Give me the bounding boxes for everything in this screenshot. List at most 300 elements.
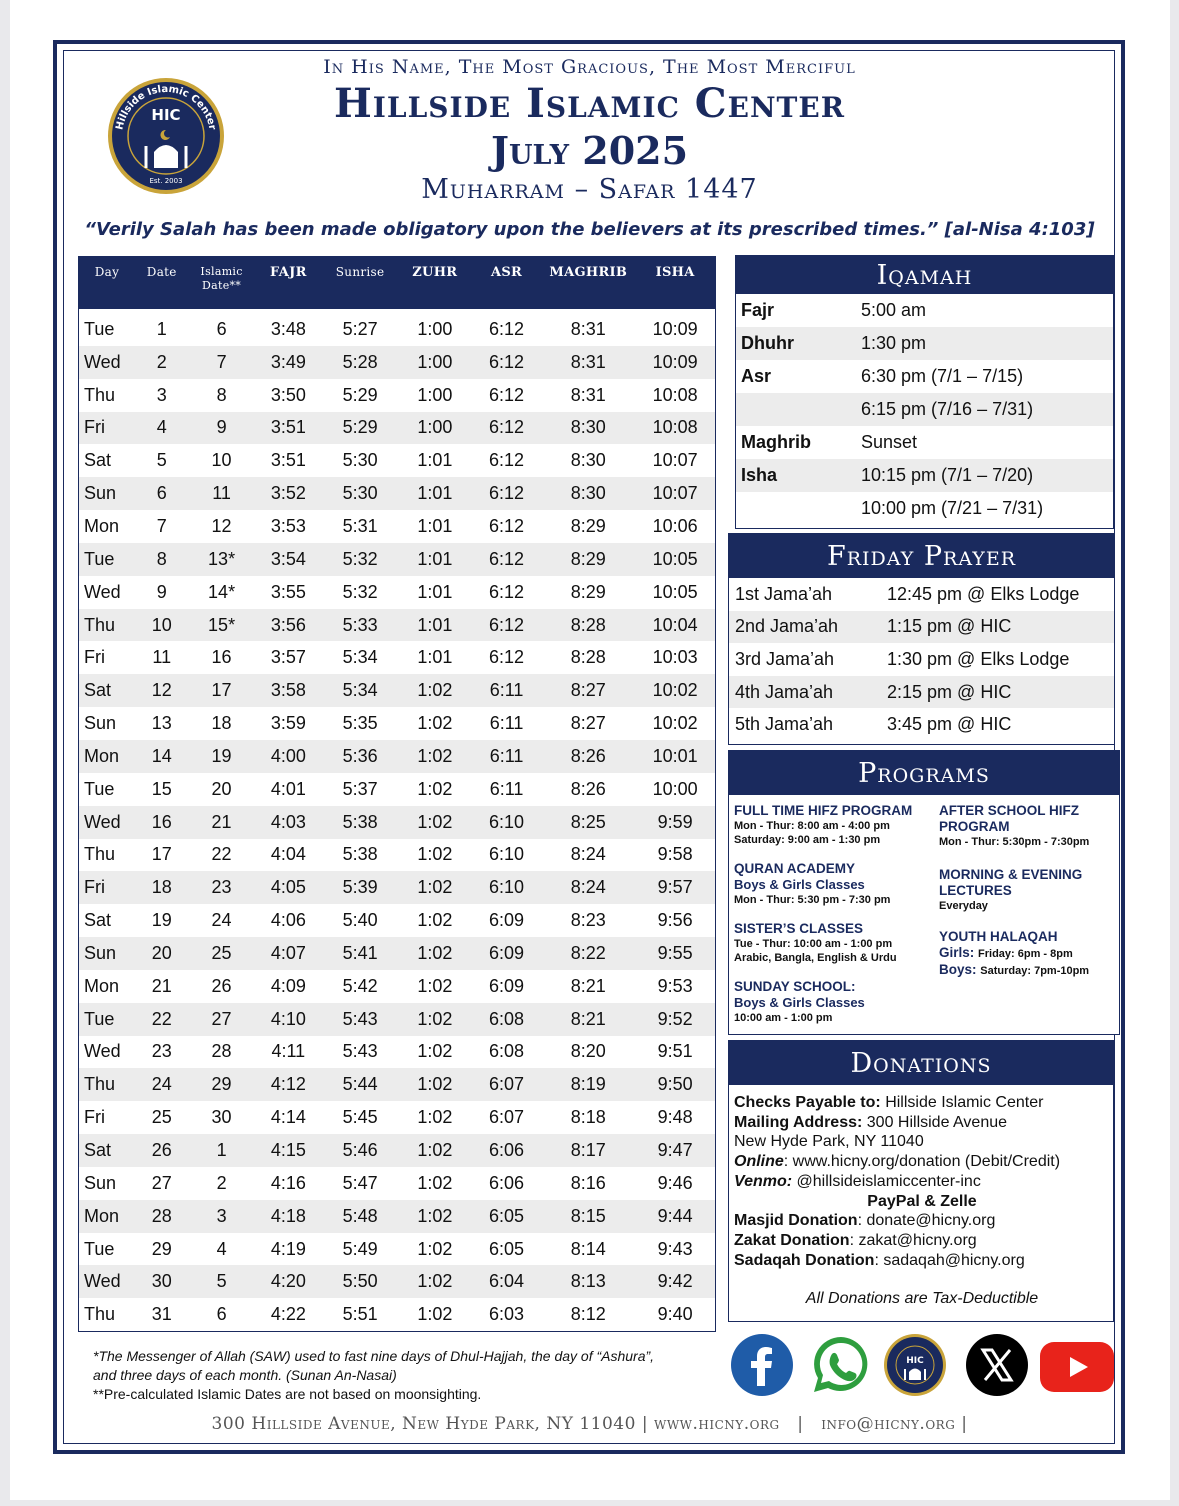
table-cell: 6:12 <box>472 346 542 379</box>
table-cell: 5:43 <box>322 1003 398 1036</box>
table-cell: Sat <box>79 674 135 707</box>
table-cell: 6:06 <box>472 1134 542 1167</box>
table-cell: Fri <box>79 412 135 445</box>
table-cell: 8:20 <box>570 1041 606 1062</box>
table-cell: Mon <box>79 740 135 773</box>
table-cell: 16 <box>135 806 189 839</box>
table-cell: Fri <box>84 1107 105 1128</box>
jamaah-name: 5th Jama’ah <box>735 714 834 735</box>
table-header-row <box>79 257 716 310</box>
iqamah-time: 10:00 pm (7/21 – 7/31) <box>861 498 1044 518</box>
table-row <box>79 839 716 872</box>
table-cell: 8:18 <box>570 1107 606 1128</box>
table-cell: 10:03 <box>652 647 698 668</box>
table-cell: 6:08 <box>489 1041 525 1062</box>
table-cell: 8:29 <box>570 515 606 536</box>
table-cell: 3:55 <box>270 581 306 602</box>
table-cell: 12 <box>135 674 189 707</box>
table-cell: 1:02 <box>398 1265 472 1298</box>
program-hifz-after-school: AFTER SCHOOL HIFZ PROGRAM Mon - Thur: 5:30pm - 7:30pm <box>939 803 1090 848</box>
table-cell: Thu <box>79 609 135 642</box>
table-cell: 3:59 <box>270 713 306 734</box>
table-cell: 1:02 <box>417 1172 453 1193</box>
iqamah-prayer-name: Maghrib <box>741 432 811 452</box>
table-cell: 6:10 <box>472 871 542 904</box>
table-cell: 8:29 <box>541 543 635 576</box>
table-cell: 2 <box>216 1172 227 1193</box>
col-zuhr: ZUHR <box>398 257 472 310</box>
table-cell: 8:19 <box>541 1068 635 1101</box>
friday-row <box>729 611 1114 644</box>
table-cell: 24 <box>211 910 232 931</box>
table-cell: 3:49 <box>255 346 323 379</box>
table-row <box>79 1068 716 1101</box>
table-cell: 1:02 <box>398 1134 472 1167</box>
jamaah-name: 1st Jama’ah <box>735 583 833 604</box>
table-cell: 8:27 <box>541 674 635 707</box>
table-cell: 19 <box>151 910 172 931</box>
quote: “Verily Salah has been made obligatory upon the believers at its prescribed times.” [al-Nisa 4:103] <box>84 219 1095 240</box>
table-cell: 20 <box>135 937 189 970</box>
page-title: Hillside Islamic Center <box>334 80 845 127</box>
table-cell: 1:00 <box>417 318 453 339</box>
whatsapp-icon[interactable] <box>810 1334 872 1396</box>
hijri-months: Muharram – Safar 1447 <box>421 174 758 205</box>
table-cell: 10:04 <box>635 609 715 642</box>
table-cell: 5:32 <box>342 581 378 602</box>
table-cell: 6:06 <box>489 1172 525 1193</box>
prayer-times-table <box>78 256 716 1332</box>
table-cell: 1:02 <box>398 740 472 773</box>
iqamah-row <box>736 426 1113 459</box>
table-cell: Mon <box>79 1200 135 1233</box>
table-cell: 5:44 <box>322 1068 398 1101</box>
table-row <box>79 309 716 346</box>
table-cell: 6:11 <box>489 713 524 734</box>
table-cell: 4:10 <box>255 1003 323 1036</box>
table-cell: 9:59 <box>635 806 715 839</box>
friday-title: Friday Prayer <box>729 534 1114 578</box>
iqamah-time: 6:30 pm (7/1 – 7/15) <box>861 366 1024 386</box>
jamaah-time: 1:15 pm @ HIC <box>887 616 1012 637</box>
table-cell: 5:31 <box>342 515 378 536</box>
table-cell: 5 <box>156 450 167 471</box>
programs-panel <box>728 750 1120 1035</box>
iqamah-time: Sunset <box>861 432 918 452</box>
jamaah-time: 3:45 pm @ HIC <box>887 714 1012 735</box>
table-cell: 10:05 <box>652 581 698 602</box>
table-row <box>79 970 716 1003</box>
table-cell: 4:11 <box>271 1041 306 1062</box>
iqamah-time: 5:00 am <box>861 300 927 320</box>
iqamah-prayer-name: Dhuhr <box>741 333 794 353</box>
table-cell: Thu <box>79 1068 135 1101</box>
table-cell: 5:30 <box>322 477 398 510</box>
svg-text:Est. 2003: Est. 2003 <box>149 177 183 185</box>
table-cell: 10:08 <box>652 384 698 405</box>
table-cell: 5:45 <box>342 1107 378 1128</box>
table-row <box>79 674 716 707</box>
youtube-icon[interactable] <box>1040 1342 1114 1392</box>
iqamah-row <box>736 459 1113 492</box>
table-cell: Sun <box>84 1172 117 1193</box>
paypal-zelle: PayPal & Zelle <box>867 1192 977 1210</box>
table-cell: 6:10 <box>489 844 525 865</box>
iqamah-time: 10:15 pm (7/1 – 7/20) <box>861 465 1034 485</box>
table-row <box>79 871 716 904</box>
iqamah-row <box>736 492 1113 525</box>
table-cell: 8:17 <box>541 1134 635 1167</box>
table-cell: 5:32 <box>322 543 398 576</box>
col-fajr: FAJR <box>255 257 323 310</box>
table-cell: Sat <box>79 1134 135 1167</box>
table-cell: 1:01 <box>398 477 472 510</box>
table-cell: 5:43 <box>342 1041 378 1062</box>
table-row <box>79 806 716 839</box>
table-row <box>79 609 716 642</box>
table-cell: 8:31 <box>541 346 635 379</box>
col-asr: ASR <box>472 257 542 310</box>
table-cell: Wed <box>84 581 121 602</box>
email-link[interactable]: info@hicny.org <box>821 1414 956 1434</box>
table-cell: 8:30 <box>570 450 606 471</box>
table-cell: Wed <box>79 806 135 839</box>
table-cell: 1:02 <box>417 975 453 996</box>
table-cell: 8:31 <box>570 384 606 405</box>
table-cell: 1:02 <box>417 1041 453 1062</box>
table-cell: 29 <box>189 1068 255 1101</box>
table-cell: 1:02 <box>417 778 453 799</box>
programs-left-column <box>734 803 934 1025</box>
table-cell: 3:53 <box>270 515 306 536</box>
table-cell: 8:23 <box>570 910 606 931</box>
table-cell: Thu <box>84 844 116 865</box>
donations-title: Donations <box>729 1041 1113 1085</box>
table-cell: 22 <box>211 844 232 865</box>
table-row <box>79 773 716 806</box>
table-cell: 5:33 <box>322 609 398 642</box>
table-cell: 9 <box>156 581 167 602</box>
table-cell: 5:36 <box>322 740 398 773</box>
table-cell: 6:09 <box>489 975 525 996</box>
friday-row <box>729 676 1114 709</box>
iqamah-prayer-name: Fajr <box>741 300 775 320</box>
table-cell: 5:40 <box>342 910 378 931</box>
table-cell: 10:00 <box>652 778 698 799</box>
table-cell: 3 <box>156 384 167 405</box>
friday-row <box>729 578 1114 611</box>
table-cell: 5:37 <box>342 778 378 799</box>
website-link[interactable]: www.hicny.org <box>653 1414 780 1434</box>
table-cell: 9:56 <box>657 910 693 931</box>
table-cell: 13* <box>189 543 255 576</box>
table-cell: 8:27 <box>570 713 606 734</box>
table-cell: 5:48 <box>322 1200 398 1233</box>
program-youth-halaqah: YOUTH HALAQAH Girls: Friday: 6pm - 8pm Boys: Saturday: 7pm-10pm <box>939 929 1090 977</box>
iqamah-row <box>736 393 1113 426</box>
col-maghrib: MAGHRIB <box>541 257 635 310</box>
table-cell: 6:12 <box>489 581 525 602</box>
table-cell: 4:19 <box>270 1238 306 1259</box>
svg-text:Hillside Islamic Center: Hillside Islamic Center <box>114 83 218 131</box>
program-sunday-school: SUNDAY SCHOOL: Boys & Girls Classes 10:00 am - 1:00 pm <box>734 979 865 1024</box>
table-cell: 1:02 <box>398 1200 472 1233</box>
iqamah-title: Iqamah <box>736 256 1113 294</box>
table-cell: 10:07 <box>652 450 698 471</box>
table-cell: 8 <box>135 543 189 576</box>
table-cell: 3:48 <box>270 318 306 339</box>
table-cell: 8:22 <box>541 937 635 970</box>
table-cell: 1:02 <box>398 937 472 970</box>
table-cell: 6:12 <box>472 477 542 510</box>
table-cell: 1:02 <box>398 674 472 707</box>
table-cell: 22 <box>135 1003 189 1036</box>
table-cell: 1:01 <box>417 450 453 471</box>
table-cell: 5:28 <box>322 346 398 379</box>
col-day: Day <box>79 257 135 310</box>
iqamah-prayer-name: Asr <box>741 366 772 386</box>
table-cell: 1:01 <box>417 647 453 668</box>
table-cell: Mon <box>84 515 120 536</box>
table-cell: 9:51 <box>657 1041 693 1062</box>
table-cell: 4:16 <box>270 1172 306 1193</box>
table-cell: 6:11 <box>472 740 542 773</box>
table-cell: 6:12 <box>489 647 525 668</box>
col-sunrise: Sunrise <box>322 257 398 310</box>
table-cell: Sat <box>84 910 112 931</box>
table-cell: 6 <box>216 318 227 339</box>
table-cell: 5:41 <box>322 937 398 970</box>
table-cell: Wed <box>79 346 135 379</box>
table-cell: 7 <box>156 515 167 536</box>
table-cell: 5:29 <box>322 412 398 445</box>
table-cell: 15 <box>151 778 172 799</box>
table-row <box>79 641 716 674</box>
table-cell: 10 <box>211 450 232 471</box>
table-cell: 3:54 <box>255 543 323 576</box>
table-cell: 1:00 <box>398 346 472 379</box>
table-cell: 30 <box>135 1265 189 1298</box>
table-cell: 3:56 <box>255 609 323 642</box>
table-cell: 1:02 <box>398 871 472 904</box>
table-cell: 1:02 <box>417 1107 453 1128</box>
table-row <box>79 444 716 477</box>
table-cell: Fri <box>84 647 105 668</box>
table-cell: 17 <box>189 674 255 707</box>
table-cell: 1 <box>189 1134 255 1167</box>
jamaah-name: 3rd Jama’ah <box>735 648 835 669</box>
table-cell: 6:11 <box>472 674 542 707</box>
table-cell: 8:15 <box>541 1200 635 1233</box>
table-cell: Sun <box>79 477 135 510</box>
table-cell: 9:53 <box>657 975 693 996</box>
table-cell: 16 <box>211 647 232 668</box>
table-cell: 9:48 <box>657 1107 693 1128</box>
iqamah-time: 1:30 pm <box>861 333 927 353</box>
table-cell: 8:24 <box>541 871 635 904</box>
table-cell: 27 <box>189 1003 255 1036</box>
table-cell: Tue <box>84 318 115 339</box>
table-cell: 5:39 <box>322 871 398 904</box>
table-cell: 5:50 <box>322 1265 398 1298</box>
table-row <box>79 1200 716 1233</box>
table-cell: 1:02 <box>398 1003 472 1036</box>
table-cell: 8:26 <box>541 740 635 773</box>
table-row <box>79 937 716 970</box>
table-cell: 28 <box>135 1200 189 1233</box>
program-lectures: MORNING & EVENING LECTURES Everyday <box>939 867 1083 912</box>
table-cell: 11 <box>189 477 255 510</box>
table-cell: 23 <box>151 1041 172 1062</box>
table-cell: 6:12 <box>489 515 525 536</box>
table-cell: 8:21 <box>541 1003 635 1036</box>
table-cell: 8:29 <box>570 581 606 602</box>
tax-note: All Donations are Tax-Deductible <box>805 1290 1039 1308</box>
iqamah-time: 6:15 pm (7/16 – 7/31) <box>861 399 1034 419</box>
table-cell: Thu <box>84 384 116 405</box>
table-row <box>79 1298 716 1331</box>
table-cell: 4:01 <box>270 778 306 799</box>
table-cell: 3 <box>189 1200 255 1233</box>
table-cell: 9:42 <box>635 1265 715 1298</box>
table-row <box>79 904 716 937</box>
jamaah-name: 2nd Jama’ah <box>735 616 839 637</box>
iqamah-row <box>736 327 1113 360</box>
table-cell: 3:52 <box>255 477 323 510</box>
program-quran-academy: QURAN ACADEMY Boys & Girls Classes Mon - Thur: 5:30 pm - 7:30 pm <box>734 861 891 906</box>
table-cell: 4:06 <box>270 910 306 931</box>
programs-title: Programs <box>729 751 1119 795</box>
table-cell: 5:49 <box>342 1238 378 1259</box>
table-cell: 27 <box>151 1172 172 1193</box>
table-cell: 9 <box>189 412 255 445</box>
table-cell: 1:02 <box>417 910 453 931</box>
table-cell: 4:12 <box>255 1068 323 1101</box>
table-cell: 6:12 <box>472 412 542 445</box>
table-row <box>79 510 716 543</box>
table-cell: 9:50 <box>635 1068 715 1101</box>
table-cell: Tue <box>84 1238 115 1259</box>
table-cell: 5:27 <box>342 318 378 339</box>
table-cell: 8 <box>216 384 227 405</box>
table-cell: 6:05 <box>472 1200 542 1233</box>
table-cell: 1:01 <box>417 581 453 602</box>
table-cell: 8:30 <box>541 477 635 510</box>
table-cell: 6:12 <box>489 384 525 405</box>
hic-logo <box>106 76 226 196</box>
jamaah-name: 4th Jama’ah <box>735 681 834 702</box>
donations-panel <box>728 1040 1114 1322</box>
iqamah-row <box>736 360 1113 393</box>
table-cell: 3:51 <box>270 450 306 471</box>
friday-prayer-panel <box>728 533 1115 745</box>
table-row <box>79 379 716 412</box>
table-cell: 18 <box>211 713 232 734</box>
table-cell: 2 <box>135 346 189 379</box>
table-row <box>79 477 716 510</box>
table-cell: 5:30 <box>342 450 378 471</box>
table-row <box>79 412 716 445</box>
table-cell: 5:42 <box>342 975 378 996</box>
table-cell: 6:12 <box>489 318 525 339</box>
x-icon[interactable] <box>966 1334 1028 1396</box>
programs-right-column <box>939 803 1114 979</box>
svg-text:HIC: HIC <box>906 1356 924 1366</box>
table-cell: 5:51 <box>342 1304 378 1325</box>
table-cell: 10:02 <box>652 713 698 734</box>
table-cell: 17 <box>151 844 172 865</box>
table-cell: 12 <box>211 515 232 536</box>
table-cell: 4:14 <box>270 1107 306 1128</box>
table-cell: 5:38 <box>342 844 378 865</box>
table-cell: 5:34 <box>322 674 398 707</box>
table-cell: 28 <box>211 1041 232 1062</box>
table-cell: 10:07 <box>635 477 715 510</box>
iqamah-prayer-name: Isha <box>741 465 778 485</box>
donations-info: Checks Payable to: Hillside Islamic Center Mailing Address: 300 Hillside Avenue New Hyde Park, NY 11040 Online: www.hicny.org/donation (Debit/Credit) Venmo: @hillsideislamiccenter-inc PayPal & Zelle Masjid Donation: donate@hicny.org Zakat Donation: zakat@hicny.org Sadaqah Donation: sadaqah@hicny.org All Donations are Tax-Deductible <box>734 1093 1110 1309</box>
table-cell: 6:12 <box>472 543 542 576</box>
table-cell: 8:24 <box>570 844 606 865</box>
table-cell: 8:14 <box>570 1238 606 1259</box>
table-cell: 30 <box>211 1107 232 1128</box>
table-cell: 14* <box>208 581 236 602</box>
table-cell: 5:29 <box>342 384 378 405</box>
table-cell: 1:02 <box>417 713 453 734</box>
table-row <box>79 1003 716 1036</box>
table-cell: 4 <box>216 1238 227 1259</box>
table-cell: 4 <box>135 412 189 445</box>
table-cell: 21 <box>151 975 172 996</box>
table-cell: 6:05 <box>489 1238 525 1259</box>
footer-address: 300 Hillside Avenue, New Hyde Park, NY 11040 | www.hicny.org | info@hicny.org | <box>211 1414 968 1434</box>
table-cell: 8:28 <box>541 609 635 642</box>
hic-logo-icon[interactable] <box>884 1334 946 1396</box>
table-cell: 6:07 <box>489 1107 525 1128</box>
table-cell: Tue <box>79 543 135 576</box>
table-cell: 6:12 <box>489 450 525 471</box>
table-cell: 6 <box>135 477 189 510</box>
table-cell: 9:55 <box>635 937 715 970</box>
table-cell: 13 <box>151 713 172 734</box>
table-row <box>79 576 716 609</box>
facebook-icon[interactable] <box>731 1334 793 1396</box>
table-cell: 4:07 <box>255 937 323 970</box>
table-cell: 5 <box>189 1265 255 1298</box>
table-cell: 9:57 <box>635 871 715 904</box>
table-cell: 8:13 <box>541 1265 635 1298</box>
table-row <box>79 1134 716 1167</box>
table-cell: 24 <box>135 1068 189 1101</box>
table-cell: 25 <box>151 1107 172 1128</box>
table-cell: 4:22 <box>270 1304 306 1325</box>
table-row <box>79 1101 716 1134</box>
col-date: Date <box>135 257 189 310</box>
table-cell: 4:20 <box>255 1265 323 1298</box>
iqamah-row <box>736 294 1113 327</box>
jamaah-time: 2:15 pm @ HIC <box>887 681 1012 702</box>
program-sisters-classes: SISTER’S CLASSES Tue - Thur: 10:00 am - 1:00 pm Arabic, Bangla, English & Urdu <box>734 921 897 964</box>
table-cell: 8:31 <box>570 318 606 339</box>
table-cell: 7 <box>189 346 255 379</box>
table-cell: 6 <box>216 1304 227 1325</box>
table-row <box>79 1167 716 1200</box>
table-cell: 4:00 <box>255 740 323 773</box>
table-cell: 10:09 <box>635 346 715 379</box>
table-cell: 4:04 <box>270 844 306 865</box>
iqamah-panel <box>735 255 1114 529</box>
table-cell: 1:00 <box>398 412 472 445</box>
table-cell: 9:52 <box>635 1003 715 1036</box>
